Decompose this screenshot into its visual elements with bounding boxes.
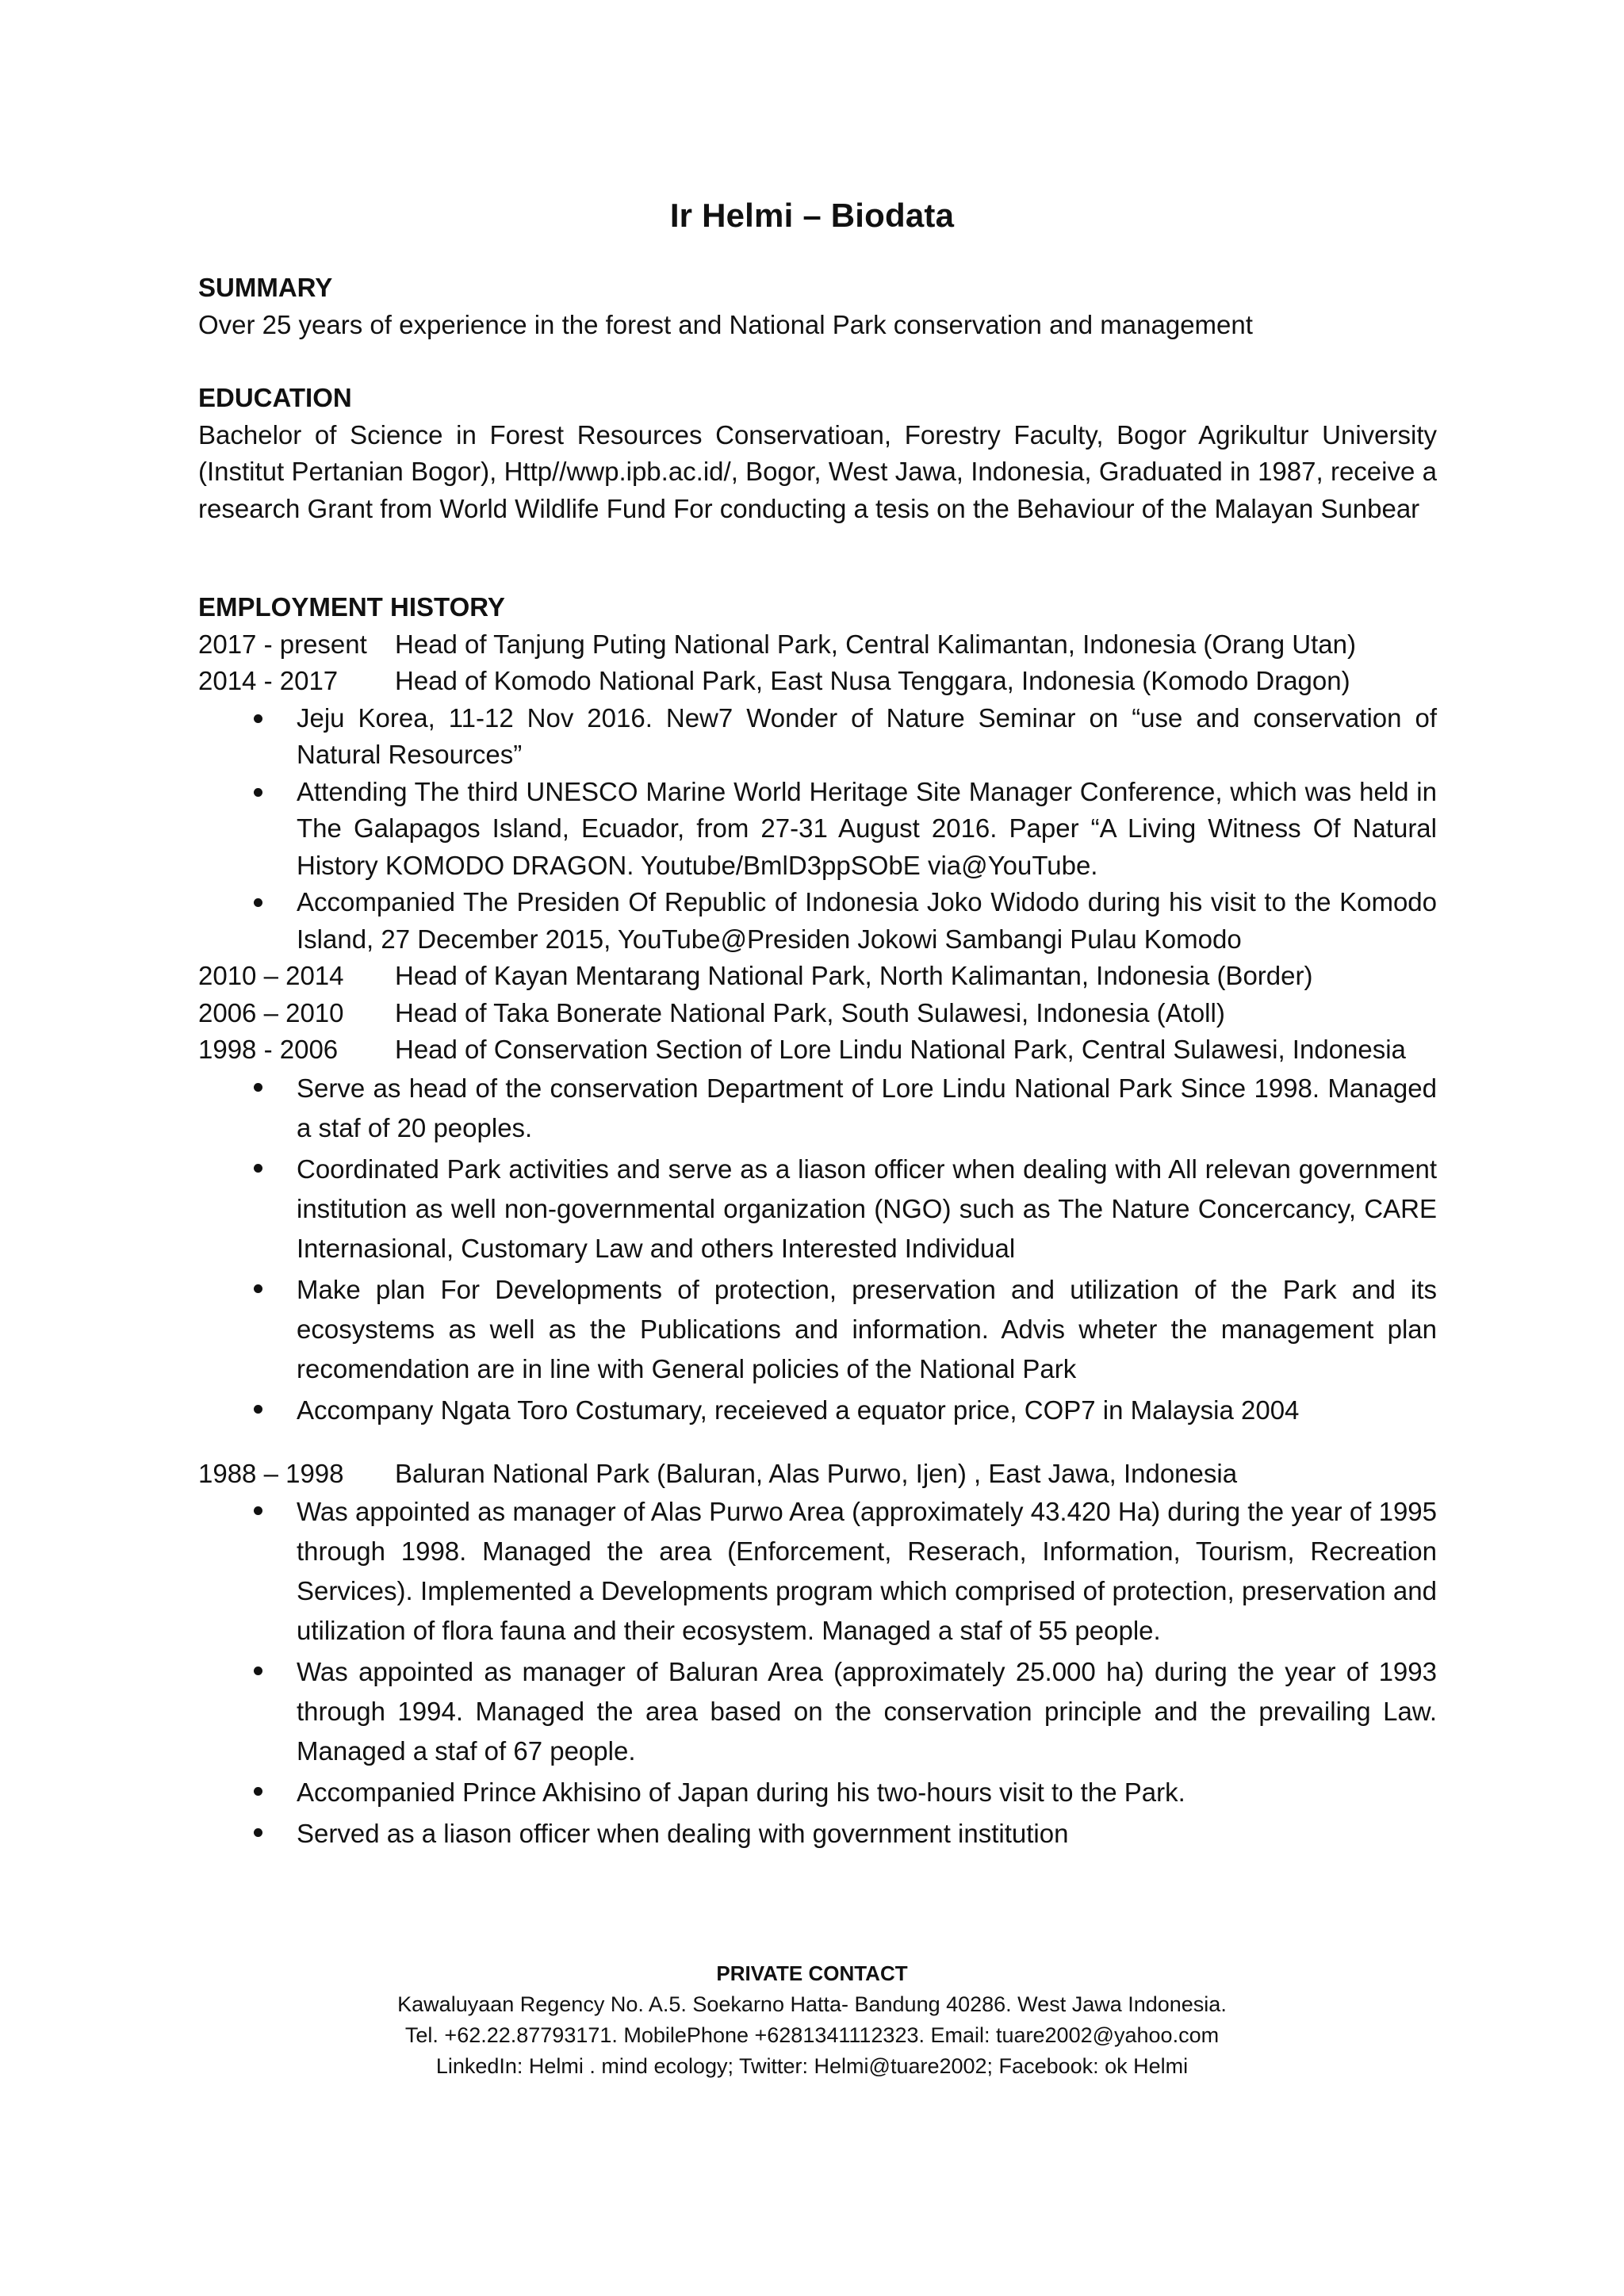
list-item: Was appointed as manager of Baluran Area (approximately 25.000 ha) during the year of 1993 through 1994. Managed the area based on the conservation principle and the prevailing Law. Managed a staf of 67 people.	[198, 1652, 1437, 1771]
job-period: 2010 – 2014	[198, 961, 344, 990]
job-role: Head of Komodo National Park, East Nusa Tenggara, Indonesia (Komodo Dragon)	[395, 666, 1350, 695]
job-entry	[198, 1456, 1437, 1493]
education-heading: EDUCATION	[198, 383, 352, 412]
list-item: Make plan For Developments of protection, preservation and utilization of the Park and its ecosystems as well as the Publications and information. Advis wheter the management plan recomendation are in line with General policies of the National Park	[198, 1270, 1437, 1389]
baluran-bullet-list	[198, 1492, 1437, 1854]
job-period: 2006 – 2010	[198, 997, 344, 1027]
education-text: Bachelor of Science in Forest Resources Conservatioan, Forestry Faculty, Bogor Agrikultur University (Institut Pertanian Bogor), Http//wwp.ipb.ac.id/, Bogor, West Jawa, Indonesia, Graduated in 1987, receive a research Grant from World Wildlife Fund For conducting a tesis on the Behaviour of the Malayan Sunbear	[198, 419, 1437, 523]
komodo-bullet-list	[198, 700, 1437, 959]
job-entry	[198, 626, 1437, 664]
job-role: Head of Taka Bonerate National Park, South Sulawesi, Indonesia (Atoll)	[395, 997, 1225, 1027]
contact-phone-email: Tel. +62.22.87793171. MobilePhone +6281341112323. Email: tuare2002@yahoo.com	[404, 2023, 1220, 2047]
job-entry	[198, 995, 1437, 1032]
job-role: Head of Kayan Mentarang National Park, North Kalimantan, Indonesia (Border)	[395, 961, 1313, 990]
summary-heading: SUMMARY	[198, 273, 333, 302]
job-entry	[198, 1031, 1437, 1069]
job-role: Head of Tanjung Puting National Park, Central Kalimantan, Indonesia (Orang Utan)	[395, 629, 1356, 659]
list-item: Accompany Ngata Toro Costumary, receieved a equator price, COP7 in Malaysia 2004	[198, 1391, 1437, 1430]
employment-heading: EMPLOYMENT HISTORY	[198, 592, 505, 622]
private-contact-footer	[0, 1958, 1624, 2082]
summary-text: Over 25 years of experience in the forest and National Park conservation and management	[198, 309, 1253, 339]
list-item: Accompanied The Presiden Of Republic of Indonesia Joko Widodo during his visit to the Komodo Island, 27 December 2015, YouTube@Presiden Jokowi Sambangi Pulau Komodo	[198, 884, 1437, 958]
list-item: Served as a liason officer when dealing with government institution	[198, 1814, 1437, 1854]
job-role: Baluran National Park (Baluran, Alas Purwo, Ijen) , East Jawa, Indonesia	[395, 1458, 1238, 1488]
contact-heading: PRIVATE CONTACT	[716, 1961, 908, 1985]
list-item: Was appointed as manager of Alas Purwo Area (approximately 43.420 Ha) during the year of 1995 through 1998. Managed the area (Enforcement, Reserach, Information, Tourism, Recreation Services). Implemented a Developments program which comprised of protection, preservation and utilization of flora fauna and their ecosystem. Managed a staf of 55 people.	[198, 1492, 1437, 1651]
list-item: Coordinated Park activities and serve as a liason officer when dealing with All relevan government institution as well non-governmental organization (NGO) such as The Nature Concercancy, CARE Internasional, Customary Law and others Interested Individual	[198, 1150, 1437, 1269]
job-period: 1998 - 2006	[198, 1035, 339, 1064]
job-entry	[198, 663, 1437, 700]
job-period: 2014 - 2017	[198, 666, 339, 695]
list-item: Jeju Korea, 11-12 Nov 2016. New7 Wonder of Nature Seminar on “use and conservation of Natural Resources”	[198, 700, 1437, 774]
document-body	[198, 270, 1437, 1855]
document-title: Ir Helmi – Biodata	[669, 197, 955, 234]
contact-social: LinkedIn: Helmi . mind ecology; Twitter: Helmi@tuare2002; Facebook: ok Helmi	[435, 2054, 1189, 2078]
job-entry	[198, 958, 1437, 995]
list-item: Accompanied Prince Akhisino of Japan during his two-hours visit to the Park.	[198, 1773, 1437, 1812]
job-role: Head of Conservation Section of Lore Lindu National Park, Central Sulawesi, Indonesia	[395, 1035, 1406, 1064]
list-item: Attending The third UNESCO Marine World Heritage Site Manager Conference, which was held in The Galapagos Island, Ecuador, from 27-31 August 2016. Paper “A Living Witness Of Natural History KOMODO DRAGON. Youtube/BmlD3ppSObE via@YouTube.	[198, 774, 1437, 885]
lore-lindu-bullet-list	[198, 1069, 1437, 1430]
list-item: Serve as head of the conservation Department of Lore Lindu National Park Since 1998. Managed a staf of 20 peoples.	[198, 1069, 1437, 1148]
contact-address: Kawaluyaan Regency No. A.5. Soekarno Hatta- Bandung 40286. West Jawa Indonesia.	[397, 1992, 1227, 2016]
job-period: 2017 - present	[198, 629, 367, 659]
job-period: 1988 – 1998	[198, 1458, 344, 1488]
